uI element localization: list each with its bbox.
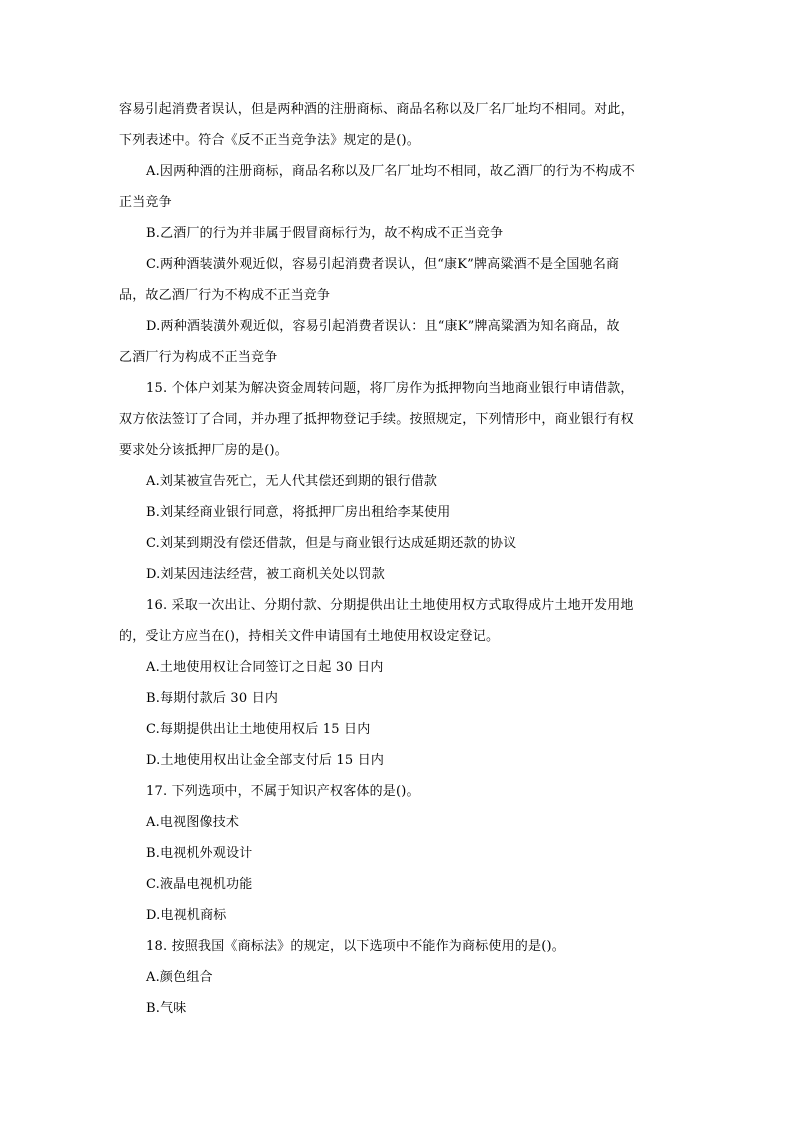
q14-option-d-line-2: 乙酒厂行为构成不正当竞争 <box>119 350 278 365</box>
q16-option-c: C.每期提供出让土地使用权后 15 日内 <box>146 722 371 737</box>
q17-option-b: B.电视机外观设计 <box>146 846 253 861</box>
q15-option-d: D.刘某因违法经营，被工商机关处以罚款 <box>146 567 385 582</box>
q17-option-a: A.电视图像技术 <box>146 815 240 830</box>
q14-option-c-line-2: 品，故乙酒厂行为不构成不正当竞争 <box>119 288 331 303</box>
q18-stem: 18. 按照我国《商标法》的规定，以下选项中不能作为商标使用的是()。 <box>146 939 565 954</box>
q16-option-d: D.土地使用权出让金全部支付后 15 日内 <box>146 753 385 768</box>
q14-stem-line-2: 下列表述中。符合《反不正当竞争法》规定的是()。 <box>119 133 420 148</box>
q18-option-a: A.颜色组合 <box>146 970 213 985</box>
q15-stem-line-2: 双方依法签订了合同，并办理了抵押物登记手续。按照规定，下列情形中，商业银行有权 <box>119 412 634 427</box>
q14-option-b: B.乙酒厂的行为并非属于假冒商标行为，故不构成不正当竞争 <box>146 226 504 241</box>
q15-option-c: C.刘某到期没有偿还借款，但是与商业银行达成延期还款的协议 <box>146 536 517 551</box>
q14-option-d-line-1: D.两种酒装潢外观近似，容易引起消费者误认：且“康K”牌高粱酒为知名商品，故 <box>146 319 620 334</box>
q17-stem: 17. 下列选项中，不属于知识产权客体的是()。 <box>146 784 420 799</box>
q16-stem-line-2: 的，受让方应当在()，持相关文件申请国有土地使用权设定登记。 <box>119 629 500 644</box>
q17-option-d: D.电视机商标 <box>146 908 227 923</box>
q15-stem-line-1: 15. 个体户刘某为解决资金周转问题，将厂房作为抵押物向当地商业银行申请借款， <box>146 381 634 396</box>
q17-option-c: C.液晶电视机功能 <box>146 877 253 892</box>
q16-option-a: A.土地使用权让合同签订之日起 30 日内 <box>146 660 384 675</box>
q14-option-a-line-1: A.因两种酒的注册商标，商品名称以及厂名厂址均不相同，故乙酒厂的行为不构成不 <box>146 164 636 179</box>
q16-stem-line-1: 16. 采取一次出让、分期付款、分期提供出让土地使用权方式取得成片土地开发用地 <box>146 598 634 613</box>
q14-option-c-line-1: C.两种酒装潢外观近似，容易引起消费者误认，但“康K”牌高粱酒不是全国驰名商 <box>146 257 620 272</box>
q15-option-a: A.刘某被宣告死亡，无人代其偿还到期的银行借款 <box>146 474 438 489</box>
q16-option-b: B.每期付款后 30 日内 <box>146 691 279 706</box>
q14-option-a-line-2: 正当竞争 <box>119 195 172 210</box>
q14-stem-line-1: 容易引起消费者误认，但是两种酒的注册商标、商品名称以及厂名厂址均不相同。对此， <box>119 102 634 117</box>
q18-option-b: B.气味 <box>146 1001 187 1016</box>
q15-stem-line-3: 要求处分该抵押厂房的是()。 <box>119 443 288 458</box>
q15-option-b: B.刘某经商业银行同意，将抵押厂房出租给李某使用 <box>146 505 451 520</box>
